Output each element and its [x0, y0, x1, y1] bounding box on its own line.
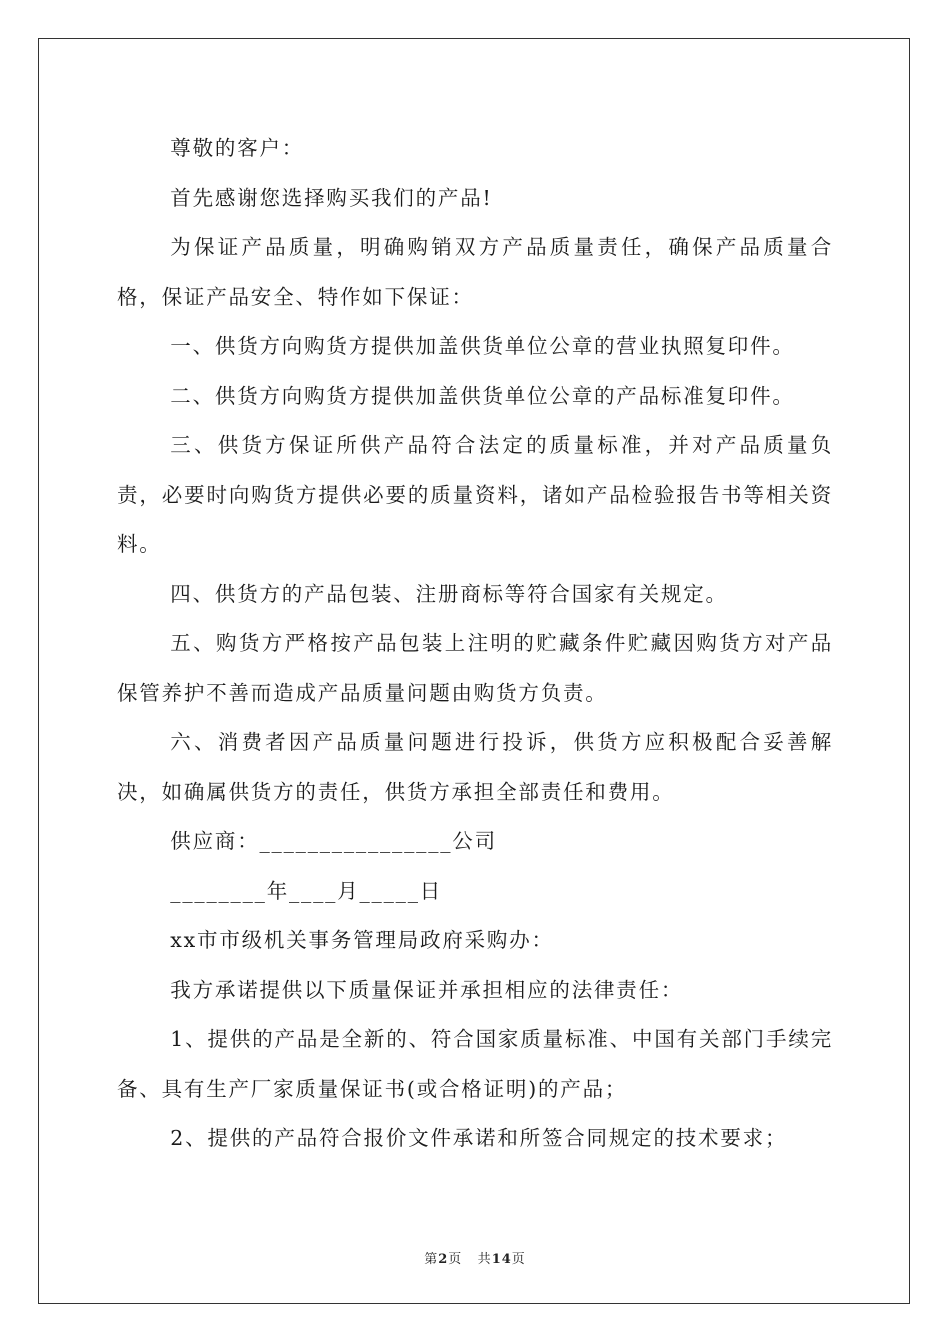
clause-2: 二、供货方向购货方提供加盖供货单位公章的产品标准复印件。: [170, 383, 795, 408]
supplier-line: 供应商：________________公司: [170, 829, 497, 853]
commitment-2: 2、提供的产品符合报价文件承诺和所签合同规定的技术要求；: [170, 1126, 788, 1150]
date-line: ________年____月_____日: [170, 878, 443, 903]
clause-5: 五、购货方严格按产品包装上注明的贮藏条件贮藏因购货方对产品保管养护不善而造成产品质量问题由购货方负责。: [117, 631, 833, 705]
clause-1: 一、供货方向购货方提供加盖供货单位公章的营业执照复印件。: [170, 334, 795, 358]
addressee-line: xx市市级机关事务管理局政府采购办：: [170, 928, 554, 952]
total-pages: 14: [491, 1252, 512, 1267]
clause-3: 三、供货方保证所供产品符合法定的质量标准，并对产品质量负责，必要时向购货方提供必要的质量资料，诸如产品检验报告书等相关资料。: [117, 433, 833, 556]
document-body: [117, 124, 833, 1164]
salutation: 尊敬的客户：: [170, 136, 305, 160]
page-footer: [0, 1248, 950, 1267]
clause-6: 六、消费者因产品质量问题进行投诉，供货方应积极配合妥善解决，如确属供货方的责任，供货方承担全部责任和费用。: [117, 730, 833, 804]
thanks-paragraph: 首先感谢您选择购买我们的产品!: [170, 185, 493, 210]
commitment-intro: 我方承诺提供以下质量保证并承担相应的法律责任：: [170, 977, 684, 1002]
total-prefix: 共: [477, 1252, 492, 1267]
page-number: 2: [438, 1252, 449, 1267]
page-prefix: 第: [424, 1252, 439, 1267]
page-suffix: 页: [448, 1252, 463, 1267]
clause-4: 四、供货方的产品包装、注册商标等符合国家有关规定。: [170, 581, 728, 606]
total-suffix: 页: [511, 1252, 526, 1267]
intro-paragraph: 为保证产品质量，明确购销双方产品质量责任，确保产品质量合格，保证产品安全、特作如下保证：: [117, 235, 833, 309]
commitment-1: 1、提供的产品是全新的、符合国家质量标准、中国有关部门手续完备、具有生产厂家质量保证书(或合格证明)的产品；: [117, 1027, 833, 1101]
